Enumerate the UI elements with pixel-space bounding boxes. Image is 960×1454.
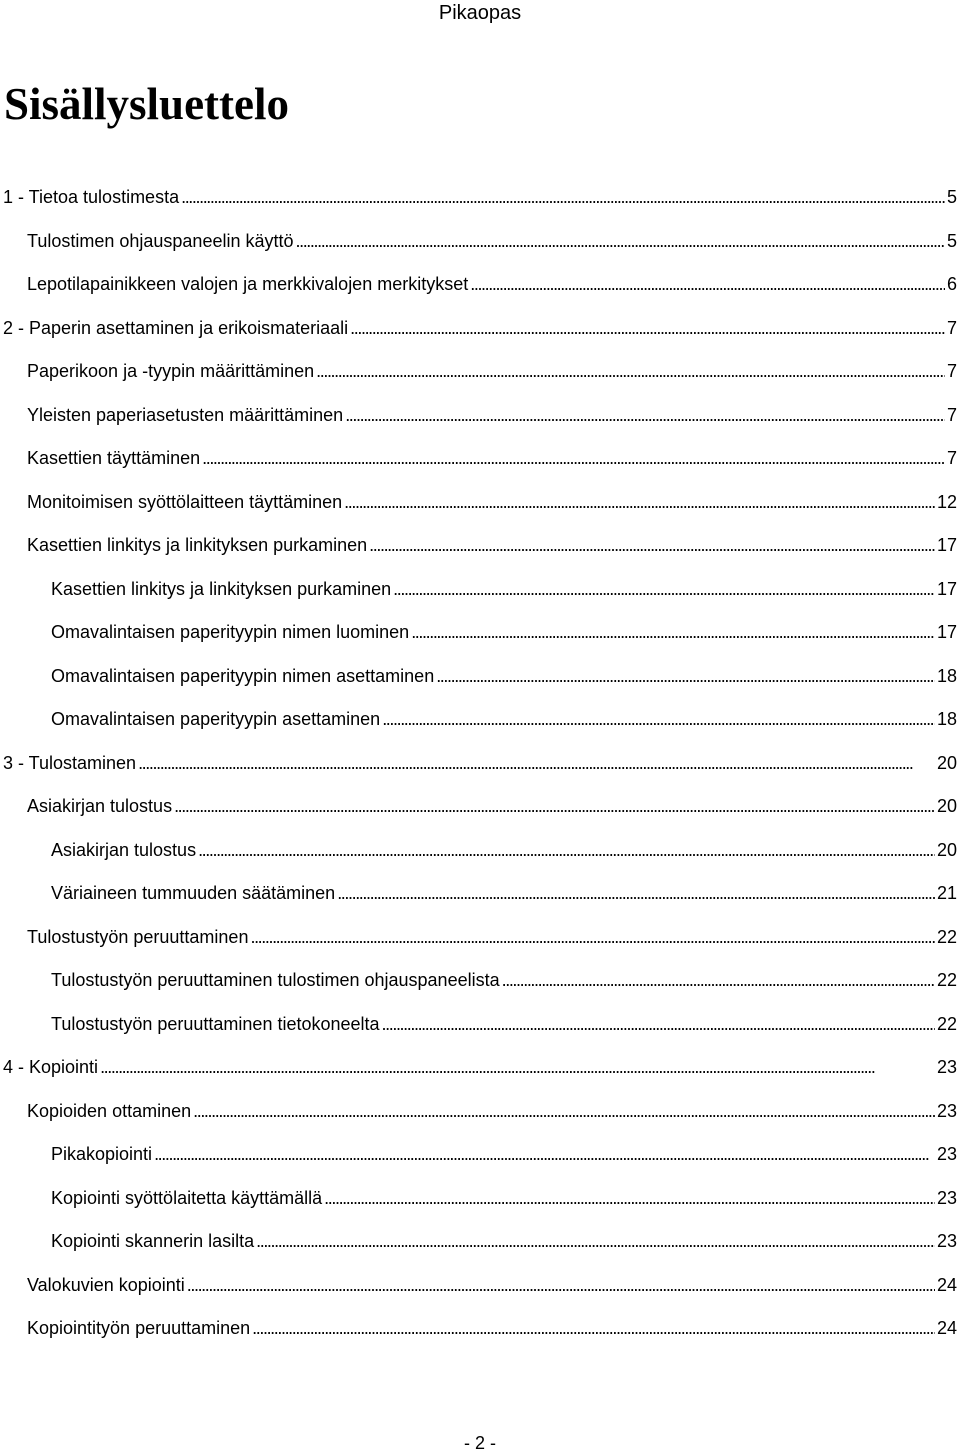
toc-entry-label: 1 - Tietoa tulostimesta <box>3 187 180 207</box>
toc-entry-page-number: 24 <box>936 1318 957 1338</box>
toc-entry[interactable] <box>51 882 960 904</box>
toc-entry-label: Monitoimisen syöttölaitteen täyttäminen <box>27 492 343 512</box>
toc-entry-page-number: 18 <box>936 666 957 686</box>
dot-leader <box>324 1187 935 1209</box>
toc-entry-label: Tulostustyön peruuttaminen tietokoneelta <box>51 1014 380 1034</box>
dot-leader <box>502 969 935 991</box>
toc-entry-page-number: 24 <box>936 1275 957 1295</box>
dot-leader <box>411 621 935 643</box>
toc-entry-page-number: 7 <box>946 318 957 338</box>
toc-entry-label: 4 - Kopiointi <box>3 1057 99 1077</box>
dot-leader <box>344 491 935 513</box>
toc-entry[interactable] <box>27 404 960 426</box>
toc-entry-page-number: 22 <box>936 1014 957 1034</box>
toc-entry[interactable] <box>51 708 960 730</box>
toc-entry-label: Kopiointi skannerin lasilta <box>51 1231 255 1251</box>
toc-entry-page-number: 20 <box>936 796 957 816</box>
toc-entry[interactable] <box>51 665 960 687</box>
dot-leader <box>296 230 945 252</box>
toc-entry[interactable] <box>27 1274 960 1296</box>
dot-leader <box>382 708 935 730</box>
toc-entry-label: Väriaineen tummuuden säätäminen <box>51 883 336 903</box>
dot-leader <box>193 1100 935 1122</box>
toc-entry-label: Tulostustyön peruuttaminen <box>27 927 249 947</box>
toc-entry-label: Omavalintaisen paperityypin nimen asettaminen <box>51 666 435 686</box>
toc-entry-label: Asiakirjan tulostus <box>51 840 197 860</box>
toc-entry[interactable] <box>27 273 960 295</box>
toc-entry[interactable] <box>3 752 960 774</box>
toc-entry-page-number: 5 <box>946 187 957 207</box>
dot-leader <box>100 1056 935 1078</box>
dot-leader <box>345 404 945 426</box>
toc-entry-label: Tulostimen ohjauspaneelin käyttö <box>27 231 294 251</box>
toc-entry-page-number: 17 <box>936 535 957 555</box>
dot-leader <box>393 578 935 600</box>
toc-entry-label: Tulostustyön peruuttaminen tulostimen ohjauspaneelista <box>51 970 500 990</box>
toc-entry[interactable] <box>51 839 960 861</box>
toc-entry-page-number: 17 <box>936 579 957 599</box>
toc-entry[interactable] <box>51 1013 960 1035</box>
dot-leader <box>202 447 945 469</box>
toc-entry-label: Lepotilapainikkeen valojen ja merkkivalojen merkitykset <box>27 274 469 294</box>
toc-entry[interactable] <box>27 491 960 513</box>
dot-leader <box>470 273 945 295</box>
toc-entry-label: 2 - Paperin asettaminen ja erikoismateriaali <box>3 318 349 338</box>
toc-entry[interactable] <box>27 360 960 382</box>
dot-leader <box>256 1230 935 1252</box>
toc-entry-page-number: 5 <box>946 231 957 251</box>
toc-entry[interactable] <box>27 1317 960 1339</box>
toc-entry[interactable] <box>27 1100 960 1122</box>
dot-leader <box>198 839 935 861</box>
toc-entry[interactable] <box>27 447 960 469</box>
dot-leader <box>250 926 935 948</box>
toc-entry-label: 3 - Tulostaminen <box>3 753 137 773</box>
toc-entry-page-number: 23 <box>936 1231 957 1251</box>
toc-entry[interactable] <box>51 1187 960 1209</box>
toc-entry-page-number: 7 <box>946 448 957 468</box>
toc-entry-label: Omavalintaisen paperityypin asettaminen <box>51 709 381 729</box>
dot-leader <box>316 360 945 382</box>
toc-entry-page-number: 20 <box>936 840 957 860</box>
toc-entry[interactable] <box>51 621 960 643</box>
dot-leader <box>138 752 935 774</box>
toc-entry-page-number: 18 <box>936 709 957 729</box>
toc-entry[interactable] <box>3 317 960 339</box>
toc-entry-label: Omavalintaisen paperityypin nimen luominen <box>51 622 410 642</box>
toc-entry-label: Pikakopiointi <box>51 1144 153 1164</box>
toc-entry-page-number: 20 <box>936 753 957 773</box>
toc-entry-label: Kasettien linkitys ja linkityksen purkaminen <box>27 535 368 555</box>
toc-entry-page-number: 12 <box>936 492 957 512</box>
toc-entry[interactable] <box>27 534 960 556</box>
toc-entry-page-number: 23 <box>936 1144 957 1164</box>
toc-entry[interactable] <box>27 926 960 948</box>
toc-entry-page-number: 6 <box>946 274 957 294</box>
toc-entry-label: Kasettien linkitys ja linkityksen purkaminen <box>51 579 392 599</box>
toc-entry-page-number: 22 <box>936 927 957 947</box>
toc-entry-label: Kopiointityön peruuttaminen <box>27 1318 251 1338</box>
toc-entry-label: Paperikoon ja -tyypin määrittäminen <box>27 361 315 381</box>
toc-entry[interactable] <box>51 969 960 991</box>
toc-entry-page-number: 17 <box>936 622 957 642</box>
toc-entry[interactable] <box>27 230 960 252</box>
dot-leader <box>154 1143 935 1165</box>
toc-entry-page-number: 23 <box>936 1188 957 1208</box>
toc-entry-label: Kopioiden ottaminen <box>27 1101 192 1121</box>
toc-entry[interactable] <box>51 1230 960 1252</box>
page-number: - 2 - <box>463 1433 496 1453</box>
dot-leader <box>337 882 935 904</box>
toc-entry-label: Kopiointi syöttölaitetta käyttämällä <box>51 1188 323 1208</box>
toc-entry-label: Kasettien täyttäminen <box>27 448 201 468</box>
toc-entry-label: Valokuvien kopiointi <box>27 1275 185 1295</box>
dot-leader <box>382 1013 935 1035</box>
toc-entry[interactable] <box>51 578 960 600</box>
dot-leader <box>252 1317 935 1339</box>
dot-leader <box>181 186 945 208</box>
toc-entry-page-number: 23 <box>936 1101 957 1121</box>
running-header: Pikaopas <box>438 2 522 24</box>
toc-entry[interactable] <box>3 1056 960 1078</box>
toc-entry-page-number: 23 <box>936 1057 957 1077</box>
toc-entry-page-number: 7 <box>946 361 957 381</box>
toc-entry[interactable] <box>3 186 960 208</box>
toc-entry-page-number: 22 <box>936 970 957 990</box>
toc-entry-page-number: 21 <box>936 883 957 903</box>
dot-leader <box>369 534 935 556</box>
page-title: Sisällysluettelo <box>4 79 290 129</box>
dot-leader <box>436 665 935 687</box>
toc-entry[interactable] <box>27 795 960 817</box>
dot-leader <box>350 317 945 339</box>
toc-entry-label: Yleisten paperiasetusten määrittäminen <box>27 405 344 425</box>
toc-entry-label: Asiakirjan tulostus <box>27 796 173 816</box>
toc-entry[interactable] <box>51 1143 960 1165</box>
dot-leader <box>187 1274 935 1296</box>
toc-entry-page-number: 7 <box>946 405 957 425</box>
dot-leader <box>174 795 935 817</box>
